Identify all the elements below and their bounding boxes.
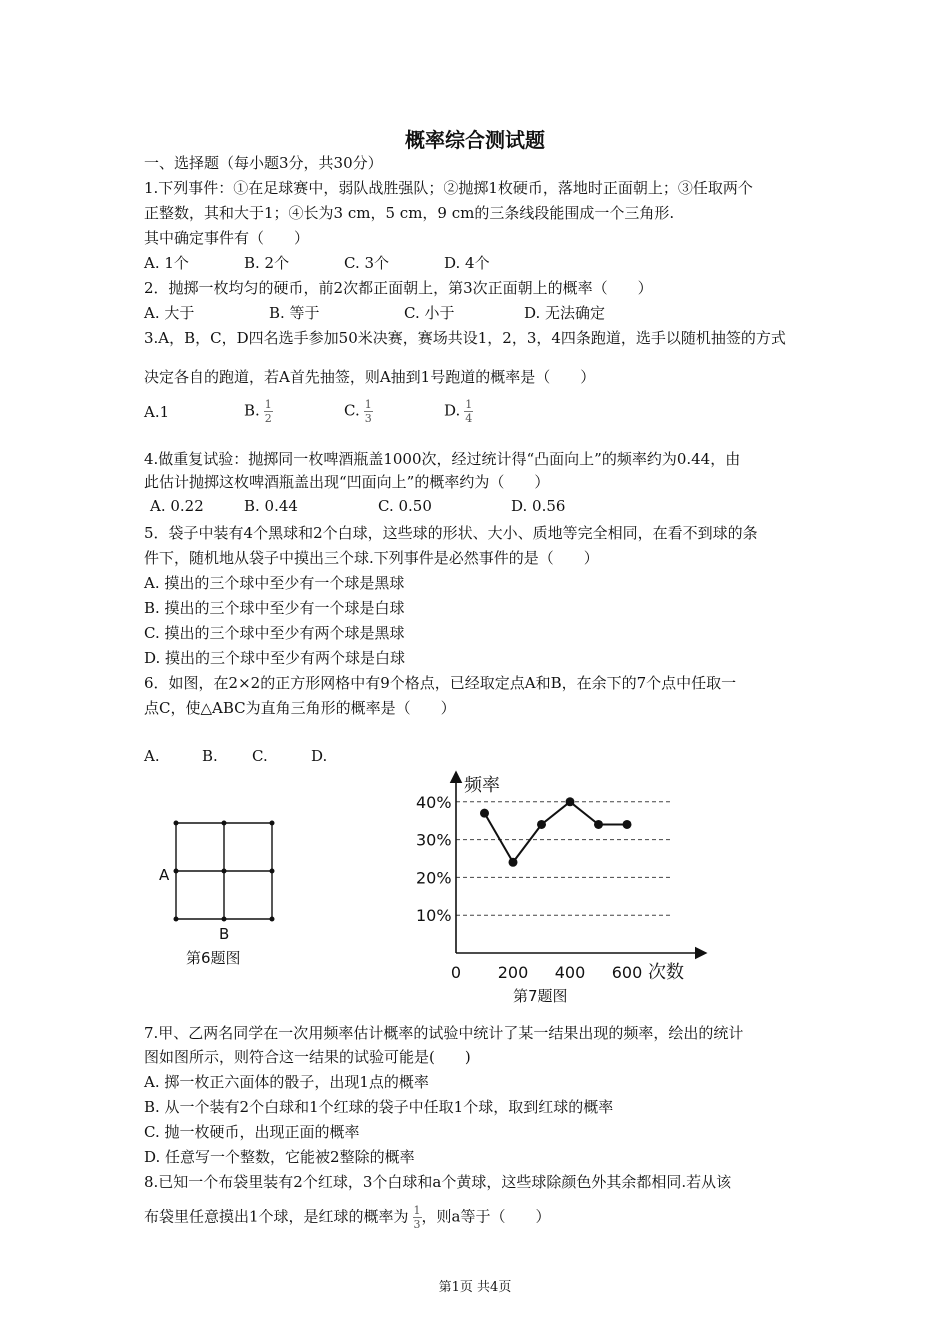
grid-point-b (222, 917, 227, 922)
data-point (594, 820, 603, 829)
q8-line1: 8.已知一个布袋里装有2个红球，3个白球和a个黄球，这些球除颜色外其余都相同.若从该 (144, 1173, 732, 1191)
q3-option-d (444, 398, 473, 425)
q4-line1: 4.做重复试验：抛掷同一枚啤酒瓶盖1000次，经过统计得“凸面向上”的频率约为0.44，由 (144, 450, 741, 468)
q1-line2: 正整数，其和大于1；④长为3 cm，5 cm，9 cm的三条线段能围成一个三角形. (144, 204, 675, 222)
numerator: 1 (413, 1204, 421, 1217)
fraction-quarter (464, 398, 473, 425)
x-tick-label: 400 (554, 963, 586, 982)
grid-point (270, 917, 275, 922)
numerator: 1 (364, 398, 372, 411)
denominator: 2 (264, 412, 272, 425)
q7-line1: 7.甲、乙两名同学在一次用频率估计概率的试验中统计了某一结果出现的频率，绘出的统计 (144, 1024, 744, 1042)
q3-option-c-label: C. (344, 401, 360, 420)
x-tick-label: 0 (450, 963, 462, 982)
x-tick-label: 200 (497, 963, 529, 982)
q2-line1: 2．抛掷一枚均匀的硬币，前2次都正面朝上，第3次正面朝上的概率（ ） (144, 279, 653, 297)
q1-line3: 其中确定事件有（ ） (144, 229, 310, 247)
page-footer: 第1页 共4页 (438, 1280, 512, 1295)
q5-option-a: A. 摸出的三个球中至少有一个球是黑球 (144, 574, 405, 592)
q1-line1: 1.下列事件：①在足球赛中，弱队战胜强队；②抛掷1枚硬币，落地时正面朝上；③任取两个 (144, 179, 753, 197)
q2-option-c: C. 小于 (404, 304, 455, 322)
q3-line1: 3.A，B，C，D四名选手参加50米决赛，赛场共设1，2，3，4四条跑道，选手以随机抽签的方式 (144, 329, 786, 347)
data-point (623, 820, 632, 829)
section-heading: 一、选择题（每小题3分，共30分） (144, 154, 383, 172)
q5-option-b: B. 摸出的三个球中至少有一个球是白球 (144, 599, 405, 617)
q6-line2: 点C，使△ABC为直角三角形的概率是（ ） (144, 699, 456, 717)
q4-option-b: B. 0.44 (244, 497, 298, 515)
q8-line2-end: ，则a等于（ ） (421, 1207, 551, 1226)
data-point (509, 858, 518, 867)
denominator: 3 (413, 1218, 421, 1231)
grid-point (270, 821, 275, 826)
q4-option-d: D. 0.56 (511, 497, 566, 515)
y-tick-label: 10% (416, 906, 452, 926)
q7-option-b: B. 从一个装有2个白球和1个红球的袋子中任取1个球，取到红球的概率 (144, 1098, 614, 1116)
numerator: 1 (465, 398, 473, 411)
q5-line2: 件下，随机地从袋子中摸出三个球.下列事件是必然事件的是（ ） (144, 549, 599, 567)
data-point (566, 797, 575, 806)
q3-option-c (344, 398, 373, 425)
data-point (480, 809, 489, 818)
q3-line2: 决定各自的跑道，若A首先抽签，则A抽到1号跑道的概率是（ ） (144, 368, 596, 386)
q4-option-a: A. 0.22 (150, 497, 204, 515)
grid-point (174, 821, 179, 826)
fraction-third (364, 398, 373, 425)
q3-option-d-label: D. (444, 401, 461, 420)
page-title: 概率综合测试题 (405, 128, 545, 152)
q1-option-c: C. 3个 (344, 254, 390, 272)
q2-option-a: A. 大于 (144, 304, 195, 322)
x-axis-label: 次数 (648, 962, 684, 983)
q8-line2-start: 布袋里任意摸出1个球，是红球的概率为 (144, 1207, 409, 1226)
grid-point (222, 869, 227, 874)
q2-option-b: B. 等于 (269, 304, 320, 322)
y-tick-label: 40% (416, 792, 452, 812)
q6-option-a: A. (144, 747, 160, 765)
q3-option-b-label: B. (244, 401, 260, 420)
q7-option-d: D. 任意写一个整数，它能被2整除的概率 (144, 1148, 415, 1166)
q5-option-d: D. 摸出的三个球中至少有两个球是白球 (144, 649, 406, 667)
q2-option-d: D. 无法确定 (524, 304, 606, 322)
q4-option-c: C. 0.50 (378, 497, 432, 515)
x-tick-label: 600 (611, 963, 643, 982)
q6-option-b: B. (202, 747, 218, 765)
figure7-caption: 第7题图 (513, 987, 568, 1005)
y-tick-label: 30% (416, 830, 452, 850)
label-a: A (159, 866, 170, 884)
q1-option-b: B. 2个 (244, 254, 290, 272)
grid-point (270, 869, 275, 874)
grid-point (222, 821, 227, 826)
numerator: 1 (264, 398, 272, 411)
q8-line2 (144, 1204, 551, 1231)
label-b: B (219, 925, 230, 943)
q7-option-a: A. 掷一枚正六面体的骰子，出现1点的概率 (144, 1073, 429, 1091)
q6-line1: 6．如图，在2×2的正方形网格中有9个格点，已经取定点A和B，在余下的7个点中任取一 (144, 674, 737, 692)
q1-option-a: A. 1个 (144, 254, 189, 272)
figure6-caption: 第6题图 (186, 949, 241, 967)
denominator: 4 (465, 412, 473, 425)
y-tick-label: 20% (416, 868, 452, 888)
grid-point-a (174, 869, 179, 874)
denominator: 3 (364, 412, 372, 425)
grid-point (174, 917, 179, 922)
y-axis-label: 频率 (464, 775, 500, 796)
series-line (485, 802, 628, 862)
q5-line1: 5．袋子中装有4个黑球和2个白球，这些球的形状、大小、质地等完全相同，在看不到球的条 (144, 524, 758, 542)
q6-option-c: C. (252, 747, 268, 765)
q6-option-d: D. (311, 747, 328, 765)
q7-option-c: C. 抛一枚硬币，出现正面的概率 (144, 1123, 360, 1141)
q3-option-b (244, 398, 273, 425)
q1-option-d: D. 4个 (444, 254, 490, 272)
fraction-third (413, 1204, 422, 1231)
q5-option-c: C. 摸出的三个球中至少有两个球是黑球 (144, 624, 405, 642)
q3-option-a: A.1 (144, 403, 170, 421)
fraction-half (264, 398, 273, 425)
q4-line2: 此估计抛掷这枚啤酒瓶盖出现“凹面向上”的概率约为（ ） (144, 473, 550, 491)
data-point (537, 820, 546, 829)
grid-figure (150, 810, 290, 970)
q7-line2: 图如图所示，则符合这一结果的试验可能是( ) (144, 1048, 471, 1066)
frequency-chart (400, 765, 730, 1005)
